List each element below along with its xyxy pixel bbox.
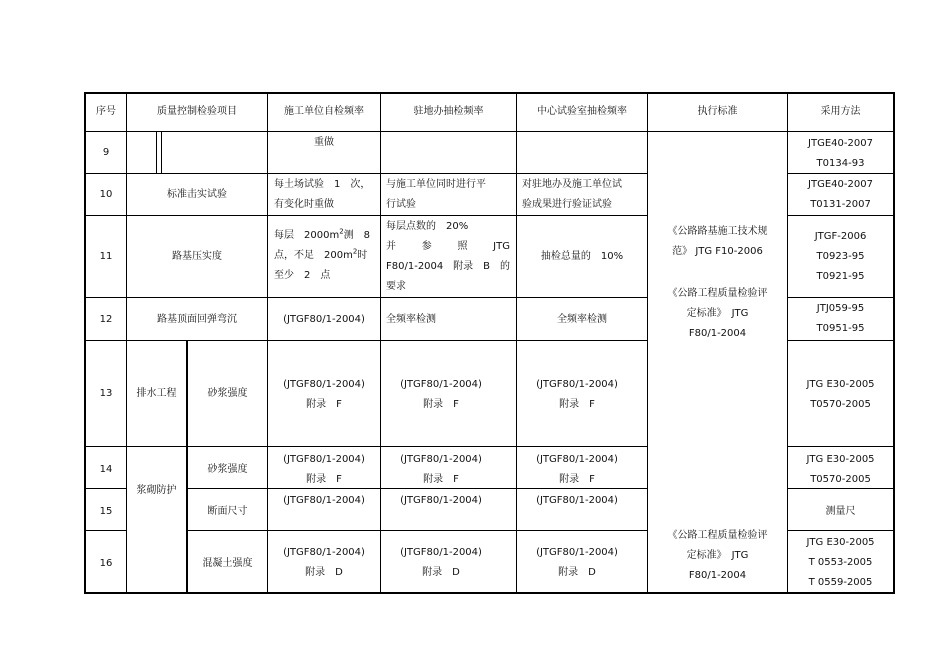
row-9-contractor: 重做 (314, 137, 334, 148)
row-12-resident: 全频率检测 (386, 314, 436, 325)
col-line-contractor (380, 92, 381, 592)
standard-line: F80/1-2004 (688, 328, 747, 339)
header-method: 采用方法 (820, 106, 861, 117)
col-line-num (126, 92, 127, 592)
superscript: 2 (339, 227, 344, 236)
row-15-num: 15 (99, 506, 113, 517)
row-9-num: 9 (102, 147, 110, 158)
method-line: T0570-2005 (810, 474, 871, 485)
row-10-center (522, 175, 622, 215)
rule-row11-bottom-method (787, 297, 895, 298)
rule-bottom (84, 592, 895, 594)
row-11-method (788, 227, 893, 287)
method-line: T0921-95 (816, 271, 865, 282)
standard-block-a (648, 222, 787, 262)
rule-row12-bottom (84, 340, 648, 341)
resident-line: 附录 F (423, 474, 459, 485)
center-line: 验成果进行验证试验 (522, 199, 612, 210)
row-10-num: 10 (99, 189, 113, 200)
resident-line: 行试验 (386, 199, 416, 210)
contractor-line: 每土场试验 1 次， (274, 179, 371, 190)
row-12-method (788, 299, 893, 339)
rule-row15-bottom-method (787, 530, 895, 531)
row-16-resident (381, 543, 501, 583)
row-10-item: 标准击实试验 (167, 189, 227, 200)
row-9-method (788, 134, 893, 174)
header-item: 质量控制检验项目 (157, 106, 237, 117)
row-11-center: 抽检总量的 10% (540, 251, 624, 262)
method-line: JTG E30-2005 (806, 454, 875, 465)
resident-line: (JTGF80/1-2004) (400, 379, 482, 390)
row-10-method (788, 175, 893, 215)
center-line: 附录 D (558, 567, 596, 578)
col-line-item (267, 92, 268, 592)
text: 附录 B 的 (453, 261, 510, 272)
row-13-contractor (252, 375, 396, 415)
row-11-contractor-l2 (274, 246, 367, 266)
row-15-center: (JTGF80/1-2004) (536, 495, 618, 506)
rule-row11-bottom (84, 297, 648, 298)
standard-block-c (648, 526, 787, 586)
col-line-row9-b (161, 131, 162, 173)
row-14-contractor (252, 450, 396, 490)
row-14-resident (381, 450, 501, 490)
row-13-method (788, 375, 893, 415)
resident-line: 附录 D (422, 567, 460, 578)
rule-row13-bottom (84, 446, 648, 447)
center-line: 附录 F (559, 474, 595, 485)
text: 并 (386, 241, 396, 252)
row-16-contractor (252, 543, 396, 583)
row-15-method: 测量尺 (825, 506, 856, 517)
contractor-line: 附录 F (306, 474, 342, 485)
contractor-line: (JTGF80/1-2004) (283, 547, 365, 558)
row-10-contractor (274, 175, 370, 215)
contractor-line: (JTGF80/1-2004) (283, 454, 365, 465)
text: F80/1-2004 (386, 261, 444, 272)
row-16-item: 混凝土强度 (202, 558, 253, 569)
header-contractor: 施工单位自检频率 (284, 106, 364, 117)
row-16-num: 16 (99, 558, 113, 569)
method-line: T0134-93 (816, 158, 865, 169)
standard-block-b (648, 284, 787, 344)
contractor-line: 附录 F (306, 399, 342, 410)
superscript: 2 (352, 247, 358, 256)
row-16-method (788, 533, 893, 593)
method-line: T 0553-2005 (808, 557, 873, 568)
resident-line: 附录 F (423, 399, 459, 410)
method-line: T0951-95 (816, 323, 865, 334)
center-line: (JTGF80/1-2004) (536, 454, 618, 465)
text: 参 (421, 241, 432, 252)
row-11-contractor-l3: 至少 2 点 (274, 270, 331, 281)
row-15-item: 断面尺寸 (207, 506, 248, 517)
rule-row13-bottom-method (787, 446, 895, 447)
standard-line: 范》 JTG F10-2006 (672, 246, 763, 257)
contractor-line: 附录 D (305, 567, 343, 578)
center-line: (JTGF80/1-2004) (536, 379, 618, 390)
center-line: 对驻地办及施工单位试 (522, 179, 622, 190)
header-standard: 执行标准 (697, 106, 738, 117)
header-num: 序号 (96, 106, 116, 117)
resident-line: (JTGF80/1-2004) (400, 547, 482, 558)
row-11-contractor-l1 (274, 226, 370, 246)
method-line: T0923-95 (816, 251, 865, 262)
resident-line: (JTGF80/1-2004) (400, 454, 482, 465)
row-16-center (517, 543, 637, 583)
row-11-resident-l4: 要求 (386, 281, 406, 292)
rule-row14-bottom-num (84, 488, 127, 489)
row-13-num: 13 (99, 388, 113, 399)
contractor-line: (JTGF80/1-2004) (283, 379, 365, 390)
row-13-center (517, 375, 637, 415)
row-12-contractor: (JTGF80/1-2004) (283, 314, 365, 325)
method-line: JTGE40-2007 (808, 179, 873, 190)
rule-top (84, 92, 895, 94)
text: 测 8 (343, 230, 371, 241)
row-14-item: 砂浆强度 (207, 464, 248, 475)
center-line: (JTGF80/1-2004) (536, 547, 618, 558)
rule-row15-bottom-num (84, 530, 127, 531)
row-10-resident (386, 175, 486, 215)
row-14-num: 14 (99, 464, 113, 475)
row-15-contractor: (JTGF80/1-2004) (283, 495, 365, 506)
rule-row12-bottom-method (787, 340, 895, 341)
row-11-resident-l3 (386, 257, 510, 277)
resident-line: 与施工单位同时进行平 (386, 179, 486, 190)
text: 点，不足 200m (274, 250, 353, 261)
row-13-resident (381, 375, 501, 415)
rule-row10-bottom (84, 215, 648, 216)
method-line: JTJ059-95 (816, 303, 865, 314)
contractor-line: 有变化时重做 (274, 199, 334, 210)
standard-line: 《公路工程质量检验评 (667, 530, 768, 541)
header-resident: 驻地办抽检频率 (413, 106, 484, 117)
standard-line: 定标准》 JTG (686, 550, 749, 561)
method-line: T0570-2005 (810, 399, 871, 410)
row-15-resident: (JTGF80/1-2004) (400, 495, 482, 506)
text: JTG (493, 241, 510, 252)
text: 每层 2000m (274, 230, 340, 241)
row-12-num: 12 (99, 314, 113, 325)
col-line-resident (516, 92, 517, 592)
method-line: JTGF-2006 (814, 231, 867, 242)
header-center: 中心试验室抽检频率 (537, 106, 627, 117)
rule-row15-bottom (187, 530, 648, 531)
row-12-item: 路基顶面回弹弯沉 (157, 314, 237, 325)
rule-header-bottom (84, 131, 895, 132)
row-13-item: 砂浆强度 (207, 388, 248, 399)
standard-line: 《公路工程质量检验评 (667, 288, 768, 299)
row-11-resident-l2 (386, 237, 510, 257)
center-line: 附录 F (559, 399, 595, 410)
row-12-center: 全频率检测 (557, 314, 607, 325)
col-line-right (893, 92, 895, 594)
text: 时 (357, 250, 368, 261)
row-11-resident-l1: 每层点数的 20% (386, 221, 469, 232)
method-line: T0131-2007 (810, 199, 871, 210)
col-line-row9-a (156, 131, 157, 173)
method-line: T 0559-2005 (808, 577, 873, 588)
standard-line: F80/1-2004 (688, 570, 747, 581)
row-11-item: 路基压实度 (172, 251, 222, 262)
row-14-method (788, 450, 893, 490)
text: 照 (457, 241, 468, 252)
rule-row10-bottom-method (787, 215, 895, 216)
method-line: JTG E30-2005 (806, 537, 875, 548)
row-14-group: 浆砌防护 (136, 485, 177, 496)
method-line: JTG E30-2005 (806, 379, 875, 390)
method-line: JTGE40-2007 (808, 138, 873, 149)
standard-line: 定标准》 JTG (686, 308, 749, 319)
row-14-center (517, 450, 637, 490)
row-11-num: 11 (99, 251, 113, 262)
rule-row9-bottom (84, 173, 648, 174)
standard-line: 《公路路基施工技术规 (667, 226, 768, 237)
row-13-group: 排水工程 (136, 388, 177, 399)
